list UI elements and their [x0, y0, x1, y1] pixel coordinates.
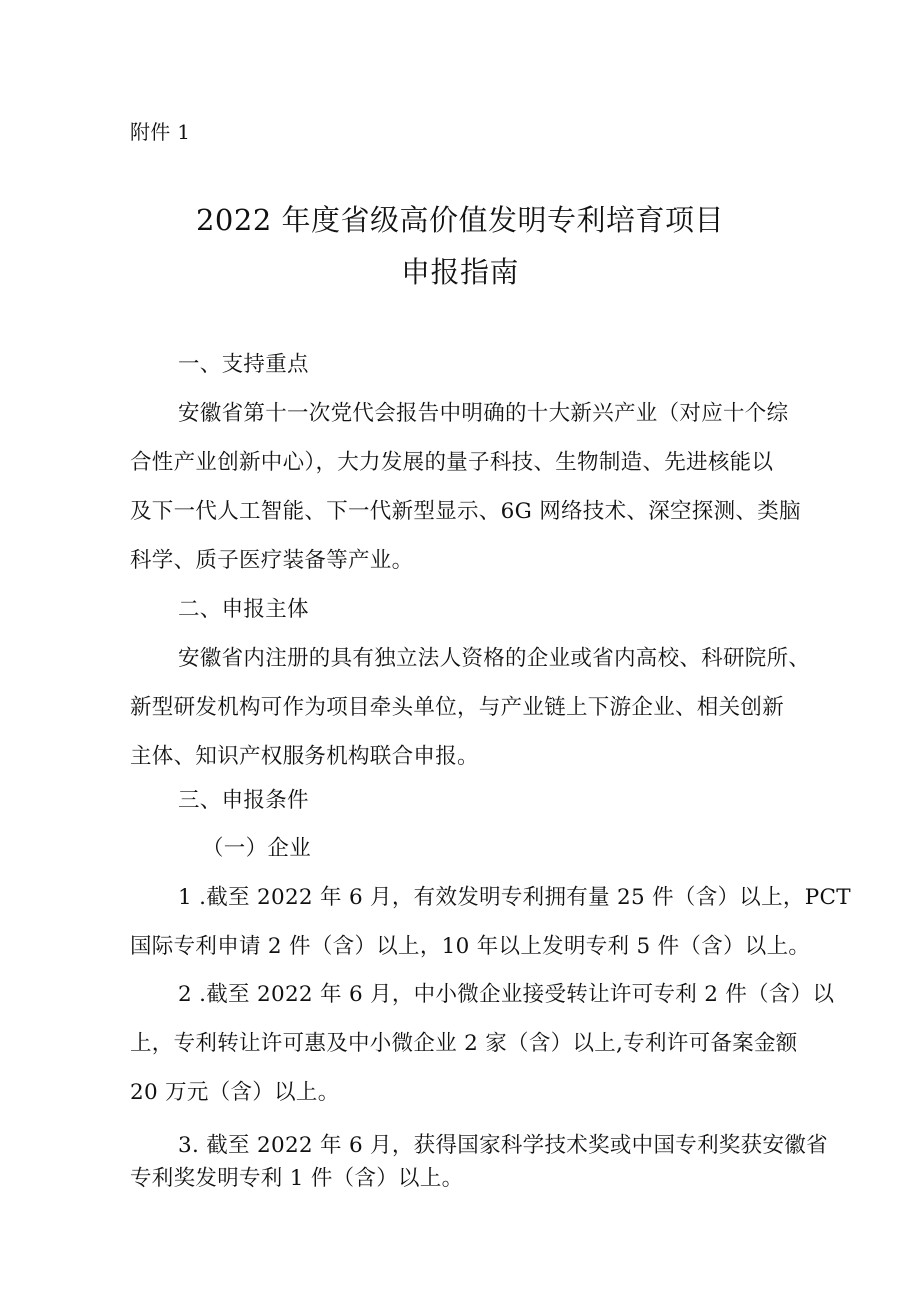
document-title-line-1: 2022 年度省级高价值发明专利培育项目	[195, 203, 725, 237]
section-heading-applicant: 二、申报主体	[178, 597, 309, 622]
section-heading-conditions: 三、申报条件	[178, 788, 309, 813]
list-item-line: 20 万元（含）以上。	[130, 1080, 340, 1105]
list-item-line: 1 .截至 2022 年 6 月，有效发明专利拥有量 25 件（含）以上，PCT	[178, 885, 851, 910]
list-item-line: 2 .截至 2022 年 6 月，中小微企业接受转让许可专利 2 件（含）以	[178, 982, 835, 1007]
paragraph-line: 新型研发机构可作为项目牵头单位，与产业链上下游企业、相关创新	[130, 695, 785, 720]
document-title-line-2: 申报指南	[400, 255, 519, 289]
subsection-heading-enterprise: （一）企业	[202, 836, 312, 861]
list-item-line: 国际专利申请 2 件（含）以上，10 年以上发明专利 5 件（含）以上。	[130, 934, 811, 959]
paragraph-line: 及下一代人工智能、下一代新型显示、6G 网络技术、深空探测、类脑	[130, 499, 801, 524]
paragraph-line: 合性产业创新中心），大力发展的量子科技、生物制造、先进核能以	[130, 450, 774, 475]
paragraph-line: 主体、知识产权服务机构联合申报。	[130, 744, 479, 769]
list-item-line: 专利奖发明专利 1 件（含）以上。	[130, 1166, 464, 1191]
attachment-label: 附件 1	[130, 120, 191, 144]
paragraph-line: 安徽省第十一次党代会报告中明确的十大新兴产业（对应十个综	[178, 401, 789, 426]
section-heading-support-focus: 一、支持重点	[178, 352, 309, 377]
list-item-line: 3. 截至 2022 年 6 月，获得国家科学技术奖或中国专利奖获安徽省	[178, 1133, 828, 1158]
paragraph-line: 安徽省内注册的具有独立法人资格的企业或省内高校、科研院所、	[178, 646, 811, 671]
list-item-line: 上，专利转让许可惠及中小微企业 2 家（含）以上,专利许可备案金额	[130, 1031, 798, 1056]
paragraph-line: 科学、质子医疗装备等产业。	[130, 548, 414, 573]
